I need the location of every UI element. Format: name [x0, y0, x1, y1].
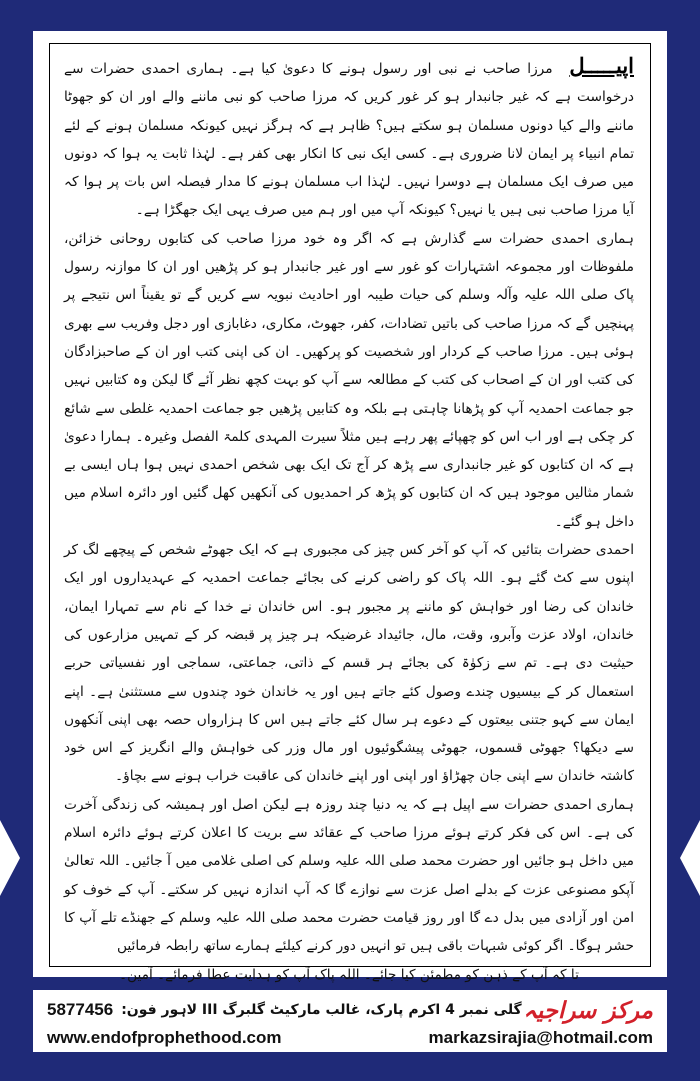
paragraph-3: احمدی حضرات بتائیں کہ آپ کو آخر کس چیز کی مجبوری ہے کہ ایک جھوٹے شخص کے پیچھے لگ کر اپنوں سے کٹ گئے ہو۔ اللہ پاک کو راضی کرنے کی بجائے جماعت احمدیہ کے عہدیداروں اور ایک خاندان کی رضا اور خواہش کو ماننے پر مجبور ہو۔ اس خاندان نے خدا کے نام سے تمہارا ایمان، خاندان، اولاد عزت وآبرو، وقت، مال، جائیداد غرضیکہ ہر چیز پر قبضہ کر کے تمہیں مزارعوں کی حیثیت دی ہے۔ تم سے زکوٰۃ کی بجائے ہر قسم کے ذاتی، جماعتی، سماجی اور نفسیاتی حربے استعمال کر کے بیسیوں چندے وصول کئے جاتے ہیں اور یہ خاندان خود چندوں سے مستثنیٰ ہے۔ اپنے ایمان سے کہو جتنی بیعتوں کے دعوے ہر سال کئے جاتے ہیں اس کا ہزارواں حصہ بھی اپنی آنکھوں سے دیکھا؟ جھوٹی قسموں، جھوٹی پیشگوئیوں اور مال وزر کی خواہش والے انگریز کے اس خود کاشتہ خاندان سے اپنی جان چھڑاؤ اور اپنی اور اپنے خاندان کی عاقبت خراب ہونے سے بچاؤ۔	[64, 542, 634, 785]
appeal-border	[49, 43, 651, 983]
website-link[interactable]: www.endofprophethood.com	[47, 1028, 282, 1047]
phone-number: 5877456	[47, 1000, 114, 1019]
appeal-card	[33, 31, 667, 983]
footer	[33, 990, 667, 1052]
address-text: گلی نمبر 4 اکرم پارک، غالب مارکیٹ گلبرگ III لاہور فون:	[121, 1002, 522, 1018]
paragraph-2: ہماری احمدی حضرات سے گذارش ہے کہ اگر وہ خود مرزا صاحب کی کتابوں روحانی خزائن، ملفوظات اور مجموعہ اشتہارات کو غور سے اور غیر جانبدار ہو کر پڑھیں اور ان کا موازنہ رسول پاک صلی اللہ علیہ وآلہ وسلم کی حیات طیبہ اور احادیث نبویہ سے کریں گے تو یقیناً اس نتیجے پر پہنچیں گے کہ مرزا صاحب کی باتیں تضادات، کفر، جھوٹ، مکاری، دغابازی اور دجل وفریب سے بھری ہوئی ہیں۔ مرزا صاحب کے کردار اور شخصیت کو پرکھیں۔ ان کی اپنی کتب اور ان کے صاحبزادگان کی کتب اور ان کے اصحاب کی کتب کے مطالعہ سے آپ کو بہت کچھ نظر آئے گا لیکن وہ کتابیں نہیں جو جماعت احمدیہ آپ کو پڑھانا چاہتی ہے بلکہ وہ کتابیں پڑھیں جو جماعت احمدیہ غلطی سے شائع کر چکی ہے اور اب اس کو چھپائے پھر رہے ہیں مثلاً سیرت المہدی کلمۃ الفصل وغیرہ۔ ہمارا دعویٰ ہے کہ ان کتابوں کو غیر جانبداری سے پڑھ کر آج تک ایک بھی شخص احمدی نہیں ہوا ہاں ایسی بے شمار مثالیں موجود ہیں کہ ان کتابوں کو پڑھ کر احمدیوں کی آنکھیں کھل گئیں اور دائرہ اسلام میں داخل ہو گئے۔	[64, 230, 634, 530]
right-edge-marker	[680, 820, 700, 896]
appeal-heading: اپیـــــل	[569, 53, 634, 78]
brand-logo: مرکز سراجیہ	[523, 996, 653, 1024]
closing-line: تا کہ آپ کے ذہن کو مطمئن کیا جائے۔ اللہ پاک آپ کو ہدایت عطا فرمائے۔ آمین۔	[119, 966, 579, 983]
address-block	[47, 1000, 522, 1020]
email-link[interactable]: markazsirajia@hotmail.com	[428, 1028, 653, 1047]
left-edge-marker	[0, 820, 20, 896]
paragraph-4: ہماری احمدی حضرات سے اپیل ہے کہ یہ دنیا چند روزہ ہے لیکن اصل اور ہمیشہ کی زندگی آخرت کی ہے۔ اس کی فکر کرتے ہوئے مرزا صاحب کے عقائد سے بریت کا اعلان کرتے ہوئے دائرہ اسلام میں داخل ہو جائیں اور حضرت محمد صلی اللہ علیہ وسلم کی اصلی غلامی میں آ جائیں۔ اللہ تعالیٰ آپکو مصنوعی عزت کے بدلے اصل عزت سے نوازے گا کہ آپ اندازہ نہیں کر سکتے۔ آپ کے خوف کو امن اور آزادی میں بدل دے گا اور روز قیامت حضرت محمد صلی اللہ علیہ وسلم کے جھنڈے تلے آپ کا حشر ہوگا۔ اگر کوئی شبہات باقی ہیں تو انہیں دور کرنے کیلئے ہمارے ساتھ رابطہ فرمائیں	[64, 796, 634, 955]
paragraph-1-text: مرزا صاحب نے نبی اور رسول ہونے کا دعویٰ کیا ہے۔ ہماری احمدی حضرات سے درخواست ہے کہ غیر جانبدار ہو کر غور کریں کہ مرزا صاحب کو نبی ماننے والے اور ان کو جھوٹا ماننے والے کیا دونوں مسلمان ہو سکتے ہیں؟ ظاہر ہے کہ ہرگز نہیں کیونکہ مسلمان ہونے کے لئے تمام انبیاء پر ایمان لانا ضروری ہے۔ کسی ایک نبی کا انکار بھی کفر ہے۔ لہٰذا ثابت یہ ہوا کہ دونوں میں صرف ایک مسلمان ہے دوسرا نہیں۔ لہٰذا اب مسلمان ہونے کا مدار فیصلہ اس بات پر ہوا کہ آیا مرزا صاحب نبی ہیں یا نہیں؟ کیونکہ آپ میں اور ہم میں صرف یہی ایک جھگڑا ہے۔	[64, 61, 634, 219]
paragraph-1	[64, 52, 634, 225]
footer-links-row	[47, 1026, 653, 1050]
footer-contact-row	[47, 994, 653, 1026]
